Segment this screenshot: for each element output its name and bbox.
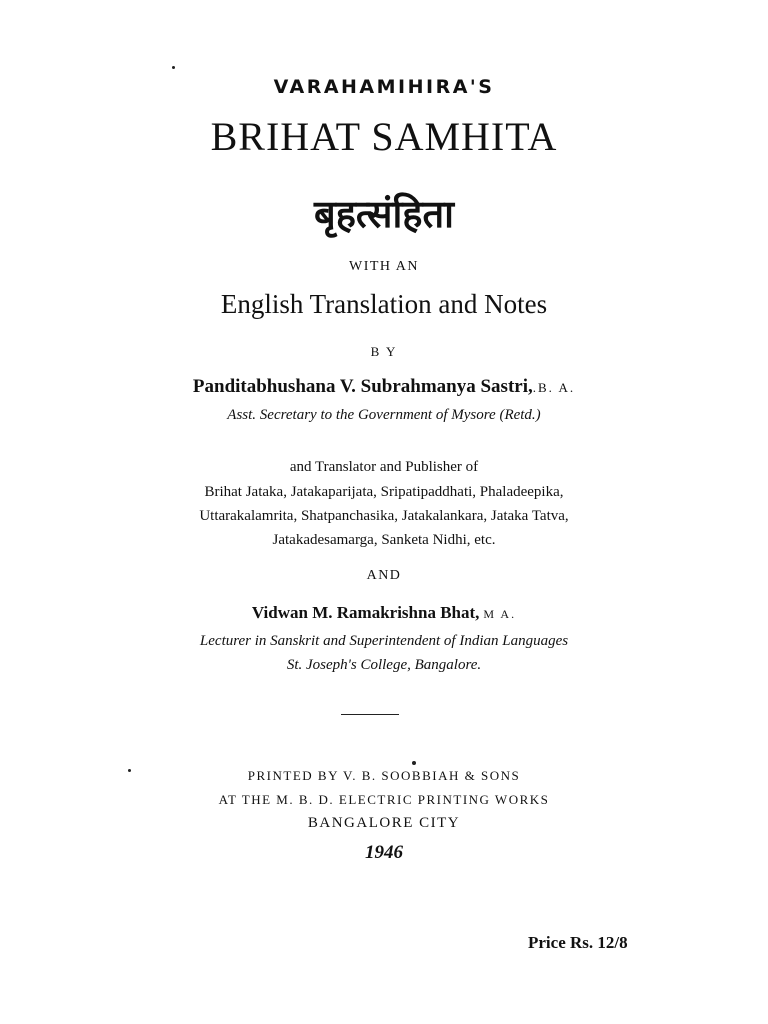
author1-credit-line-4: Jatakadesamarga, Sanketa Nidhi, etc. xyxy=(272,532,496,548)
author2-degree: M A. xyxy=(483,607,517,621)
price-label: Price Rs. 12/8 xyxy=(528,933,628,952)
author2-position-line-1: Lecturer in Sanskrit and Superintendent of Indian Languages xyxy=(199,633,569,649)
book-subtitle: English Translation and Notes xyxy=(220,289,548,319)
author-possessive-heading: VARAHAMIHIRA'S xyxy=(273,76,495,98)
imprint-line-3: BANGALORE CITY xyxy=(307,815,461,831)
publication-year: 1946 xyxy=(365,842,403,863)
with-an-label: WITH AN xyxy=(349,259,419,274)
print-speck xyxy=(128,769,131,772)
author1-credit-line-1: and Translator and Publisher of xyxy=(289,459,479,475)
author1-degree: .B. A. xyxy=(532,380,576,395)
author1-credit-line-2: Brihat Jataka, Jatakaparijata, Sripatipaddhati, Phaladeepika, xyxy=(204,484,564,500)
author1-line xyxy=(0,376,768,398)
by-label: B Y xyxy=(370,344,398,359)
author1-credit-line-3: Uttarakalamrita, Shatpanchasika, Jatakalankara, Jataka Tatva, xyxy=(199,508,569,524)
and-label: AND xyxy=(366,568,402,583)
print-speck xyxy=(172,66,175,69)
divider-rule xyxy=(341,714,399,715)
imprint-line-2: AT THE M. B. D. ELECTRIC PRINTING WORKS xyxy=(218,792,550,807)
author2-name: Vidwan M. Ramakrishna Bhat, xyxy=(251,603,480,622)
imprint-line-1: PRINTED BY V. B. SOOBBIAH & SONS xyxy=(247,768,521,783)
author2-line xyxy=(0,603,768,623)
author1-position: Asst. Secretary to the Government of Mysore (Retd.) xyxy=(227,407,541,423)
print-speck xyxy=(412,761,416,765)
book-title-devanagari: बृहत्संहिता xyxy=(314,192,454,236)
author1-name: Panditabhushana V. Subrahmanya Sastri, xyxy=(192,376,533,397)
book-title: BRIHAT SAMHITA xyxy=(210,114,558,159)
author2-position-line-2: St. Joseph's College, Bangalore. xyxy=(286,657,482,673)
